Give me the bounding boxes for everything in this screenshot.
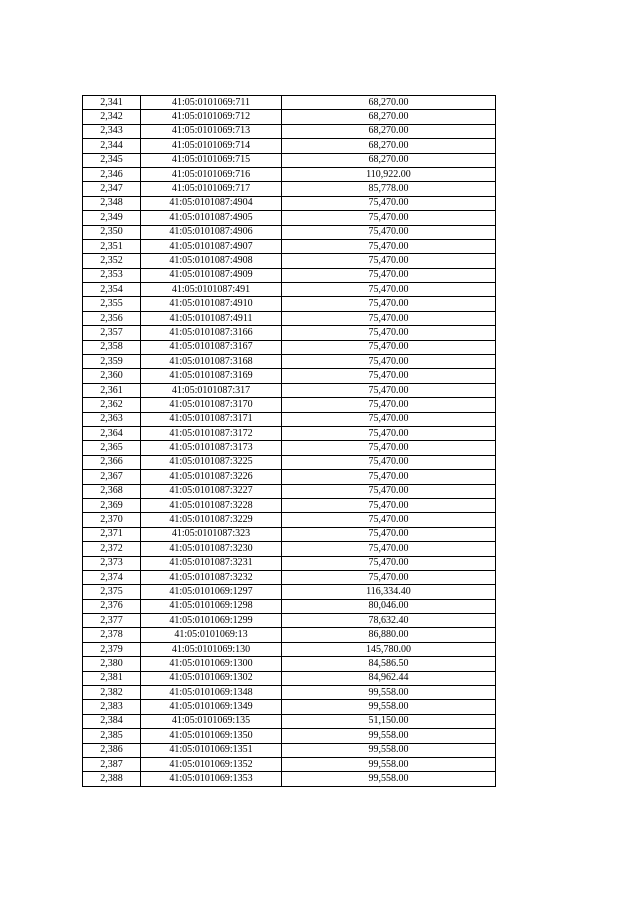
table-row — [83, 225, 496, 239]
cadastral-number-cell: 41:05:0101087:3232 — [141, 570, 282, 584]
cadastral-number-cell: 41:05:0101087:4905 — [141, 211, 282, 225]
row-number-cell: 2,376 — [83, 599, 141, 613]
table-row — [83, 585, 496, 599]
cadastral-number-cell: 41:05:0101087:3166 — [141, 326, 282, 340]
table-row — [83, 599, 496, 613]
cadastral-number-cell: 41:05:0101069:135 — [141, 714, 282, 728]
cadastral-number-cell: 41:05:0101069:1297 — [141, 585, 282, 599]
row-number-cell: 2,348 — [83, 196, 141, 210]
cadastral-number-cell: 41:05:0101087:4907 — [141, 239, 282, 253]
row-number-cell: 2,347 — [83, 182, 141, 196]
table-row — [83, 412, 496, 426]
cadastral-number-cell: 41:05:0101069:711 — [141, 96, 282, 110]
row-number-cell: 2,355 — [83, 297, 141, 311]
table-row — [83, 110, 496, 124]
table-body — [83, 96, 496, 787]
value-cell: 84,586.50 — [282, 657, 496, 671]
value-cell: 68,270.00 — [282, 110, 496, 124]
cadastral-number-cell: 41:05:0101087:3228 — [141, 498, 282, 512]
table-row — [83, 239, 496, 253]
value-cell: 75,470.00 — [282, 297, 496, 311]
value-cell: 85,778.00 — [282, 182, 496, 196]
table-row — [83, 614, 496, 628]
table-row — [83, 211, 496, 225]
value-cell: 75,470.00 — [282, 441, 496, 455]
row-number-cell: 2,385 — [83, 729, 141, 743]
row-number-cell: 2,379 — [83, 642, 141, 656]
row-number-cell: 2,360 — [83, 369, 141, 383]
value-cell: 75,470.00 — [282, 412, 496, 426]
row-number-cell: 2,366 — [83, 455, 141, 469]
table-row — [83, 527, 496, 541]
row-number-cell: 2,388 — [83, 772, 141, 786]
value-cell: 75,470.00 — [282, 455, 496, 469]
row-number-cell: 2,387 — [83, 757, 141, 771]
table-row — [83, 671, 496, 685]
table-row — [83, 772, 496, 786]
value-cell: 75,470.00 — [282, 268, 496, 282]
cadastral-number-cell: 41:05:0101069:1351 — [141, 743, 282, 757]
table-row — [83, 139, 496, 153]
value-cell: 99,558.00 — [282, 772, 496, 786]
row-number-cell: 2,384 — [83, 714, 141, 728]
value-cell: 75,470.00 — [282, 426, 496, 440]
cadastral-number-cell: 41:05:0101087:4911 — [141, 311, 282, 325]
value-cell: 75,470.00 — [282, 542, 496, 556]
table-row — [83, 470, 496, 484]
cadastral-number-cell: 41:05:0101087:3170 — [141, 398, 282, 412]
value-cell: 80,046.00 — [282, 599, 496, 613]
value-cell: 75,470.00 — [282, 196, 496, 210]
value-cell: 68,270.00 — [282, 153, 496, 167]
row-number-cell: 2,372 — [83, 542, 141, 556]
row-number-cell: 2,373 — [83, 556, 141, 570]
cadastral-number-cell: 41:05:0101087:3168 — [141, 355, 282, 369]
table-row — [83, 196, 496, 210]
row-number-cell: 2,381 — [83, 671, 141, 685]
row-number-cell: 2,343 — [83, 124, 141, 138]
row-number-cell: 2,358 — [83, 340, 141, 354]
value-cell: 99,558.00 — [282, 729, 496, 743]
cadastral-number-cell: 41:05:0101087:3229 — [141, 513, 282, 527]
row-number-cell: 2,345 — [83, 153, 141, 167]
table-row — [83, 398, 496, 412]
value-cell: 75,470.00 — [282, 470, 496, 484]
cadastral-number-cell: 41:05:0101087:3171 — [141, 412, 282, 426]
value-cell: 99,558.00 — [282, 700, 496, 714]
value-cell: 116,334.40 — [282, 585, 496, 599]
table-row — [83, 283, 496, 297]
row-number-cell: 2,346 — [83, 167, 141, 181]
table-row — [83, 686, 496, 700]
value-cell: 75,470.00 — [282, 211, 496, 225]
table-row — [83, 542, 496, 556]
row-number-cell: 2,362 — [83, 398, 141, 412]
cadastral-number-cell: 41:05:0101087:4904 — [141, 196, 282, 210]
value-cell: 75,470.00 — [282, 570, 496, 584]
table-row — [83, 714, 496, 728]
row-number-cell: 2,375 — [83, 585, 141, 599]
table-row — [83, 297, 496, 311]
table-row — [83, 700, 496, 714]
value-cell: 75,470.00 — [282, 556, 496, 570]
table-row — [83, 268, 496, 282]
cadastral-number-cell: 41:05:0101087:3173 — [141, 441, 282, 455]
table-row — [83, 355, 496, 369]
cadastral-number-cell: 41:05:0101087:323 — [141, 527, 282, 541]
row-number-cell: 2,353 — [83, 268, 141, 282]
value-cell: 51,150.00 — [282, 714, 496, 728]
table-row — [83, 657, 496, 671]
table-row — [83, 426, 496, 440]
row-number-cell: 2,369 — [83, 498, 141, 512]
cadastral-number-cell: 41:05:0101069:1348 — [141, 686, 282, 700]
value-cell: 99,558.00 — [282, 757, 496, 771]
row-number-cell: 2,367 — [83, 470, 141, 484]
table-row — [83, 340, 496, 354]
value-cell: 145,780.00 — [282, 642, 496, 656]
cadastral-number-cell: 41:05:0101087:3225 — [141, 455, 282, 469]
table-row — [83, 628, 496, 642]
table-row — [83, 124, 496, 138]
table-row — [83, 570, 496, 584]
cadastral-number-cell: 41:05:0101087:491 — [141, 283, 282, 297]
value-cell: 75,470.00 — [282, 340, 496, 354]
cadastral-number-cell: 41:05:0101069:712 — [141, 110, 282, 124]
table-row — [83, 96, 496, 110]
table-row — [83, 254, 496, 268]
row-number-cell: 2,356 — [83, 311, 141, 325]
cadastral-number-cell: 41:05:0101069:1349 — [141, 700, 282, 714]
value-cell: 75,470.00 — [282, 484, 496, 498]
cadastral-number-cell: 41:05:0101069:717 — [141, 182, 282, 196]
value-cell: 68,270.00 — [282, 139, 496, 153]
cadastral-number-cell: 41:05:0101069:714 — [141, 139, 282, 153]
cadastral-number-cell: 41:05:0101069:1302 — [141, 671, 282, 685]
row-number-cell: 2,386 — [83, 743, 141, 757]
row-number-cell: 2,354 — [83, 283, 141, 297]
cadastral-number-cell: 41:05:0101069:130 — [141, 642, 282, 656]
cadastral-number-cell: 41:05:0101069:716 — [141, 167, 282, 181]
value-cell: 68,270.00 — [282, 96, 496, 110]
value-cell: 75,470.00 — [282, 254, 496, 268]
value-cell: 75,470.00 — [282, 355, 496, 369]
row-number-cell: 2,349 — [83, 211, 141, 225]
cadastral-number-cell: 41:05:0101069:1352 — [141, 757, 282, 771]
value-cell: 110,922.00 — [282, 167, 496, 181]
table-row — [83, 556, 496, 570]
row-number-cell: 2,377 — [83, 614, 141, 628]
cadastral-number-cell: 41:05:0101087:3231 — [141, 556, 282, 570]
row-number-cell: 2,344 — [83, 139, 141, 153]
value-cell: 75,470.00 — [282, 383, 496, 397]
cadastral-number-cell: 41:05:0101069:1300 — [141, 657, 282, 671]
row-number-cell: 2,364 — [83, 426, 141, 440]
row-number-cell: 2,357 — [83, 326, 141, 340]
row-number-cell: 2,382 — [83, 686, 141, 700]
row-number-cell: 2,380 — [83, 657, 141, 671]
value-cell: 99,558.00 — [282, 686, 496, 700]
cadastral-number-cell: 41:05:0101069:1350 — [141, 729, 282, 743]
table-row — [83, 729, 496, 743]
row-number-cell: 2,365 — [83, 441, 141, 455]
row-number-cell: 2,350 — [83, 225, 141, 239]
table-row — [83, 743, 496, 757]
cadastral-number-cell: 41:05:0101069:713 — [141, 124, 282, 138]
table-row — [83, 311, 496, 325]
cadastral-number-cell: 41:05:0101087:4909 — [141, 268, 282, 282]
cadastral-number-cell: 41:05:0101087:4910 — [141, 297, 282, 311]
value-cell: 75,470.00 — [282, 398, 496, 412]
value-cell: 84,962.44 — [282, 671, 496, 685]
value-cell: 75,470.00 — [282, 527, 496, 541]
table-row — [83, 484, 496, 498]
table-row — [83, 757, 496, 771]
row-number-cell: 2,342 — [83, 110, 141, 124]
table-row — [83, 153, 496, 167]
value-cell: 75,470.00 — [282, 283, 496, 297]
table-row — [83, 441, 496, 455]
cadastral-number-cell: 41:05:0101087:4908 — [141, 254, 282, 268]
value-cell: 75,470.00 — [282, 239, 496, 253]
value-cell: 75,470.00 — [282, 498, 496, 512]
row-number-cell: 2,351 — [83, 239, 141, 253]
table-row — [83, 326, 496, 340]
cadastral-number-cell: 41:05:0101087:3227 — [141, 484, 282, 498]
value-cell: 68,270.00 — [282, 124, 496, 138]
table-row — [83, 455, 496, 469]
row-number-cell: 2,352 — [83, 254, 141, 268]
row-number-cell: 2,363 — [83, 412, 141, 426]
row-number-cell: 2,361 — [83, 383, 141, 397]
cadastral-number-cell: 41:05:0101087:3169 — [141, 369, 282, 383]
cadastral-number-cell: 41:05:0101069:1298 — [141, 599, 282, 613]
cadastral-number-cell: 41:05:0101069:1299 — [141, 614, 282, 628]
value-cell: 99,558.00 — [282, 743, 496, 757]
row-number-cell: 2,359 — [83, 355, 141, 369]
table-row — [83, 498, 496, 512]
table-row — [83, 513, 496, 527]
row-number-cell: 2,378 — [83, 628, 141, 642]
cadastral-number-cell: 41:05:0101087:4906 — [141, 225, 282, 239]
table-row — [83, 167, 496, 181]
value-cell: 75,470.00 — [282, 225, 496, 239]
row-number-cell: 2,368 — [83, 484, 141, 498]
cadastral-number-cell: 41:05:0101087:317 — [141, 383, 282, 397]
value-cell: 86,880.00 — [282, 628, 496, 642]
value-cell: 75,470.00 — [282, 513, 496, 527]
value-cell: 75,470.00 — [282, 369, 496, 383]
cadastral-value-table — [82, 95, 496, 787]
value-cell: 75,470.00 — [282, 311, 496, 325]
cadastral-number-cell: 41:05:0101069:1353 — [141, 772, 282, 786]
value-cell: 75,470.00 — [282, 326, 496, 340]
cadastral-number-cell: 41:05:0101069:13 — [141, 628, 282, 642]
table-row — [83, 383, 496, 397]
value-cell: 78,632.40 — [282, 614, 496, 628]
cadastral-number-cell: 41:05:0101087:3226 — [141, 470, 282, 484]
row-number-cell: 2,374 — [83, 570, 141, 584]
row-number-cell: 2,341 — [83, 96, 141, 110]
cadastral-number-cell: 41:05:0101087:3167 — [141, 340, 282, 354]
row-number-cell: 2,371 — [83, 527, 141, 541]
table-row — [83, 642, 496, 656]
cadastral-number-cell: 41:05:0101069:715 — [141, 153, 282, 167]
table-row — [83, 182, 496, 196]
cadastral-number-cell: 41:05:0101087:3230 — [141, 542, 282, 556]
cadastral-number-cell: 41:05:0101087:3172 — [141, 426, 282, 440]
table-row — [83, 369, 496, 383]
row-number-cell: 2,383 — [83, 700, 141, 714]
row-number-cell: 2,370 — [83, 513, 141, 527]
